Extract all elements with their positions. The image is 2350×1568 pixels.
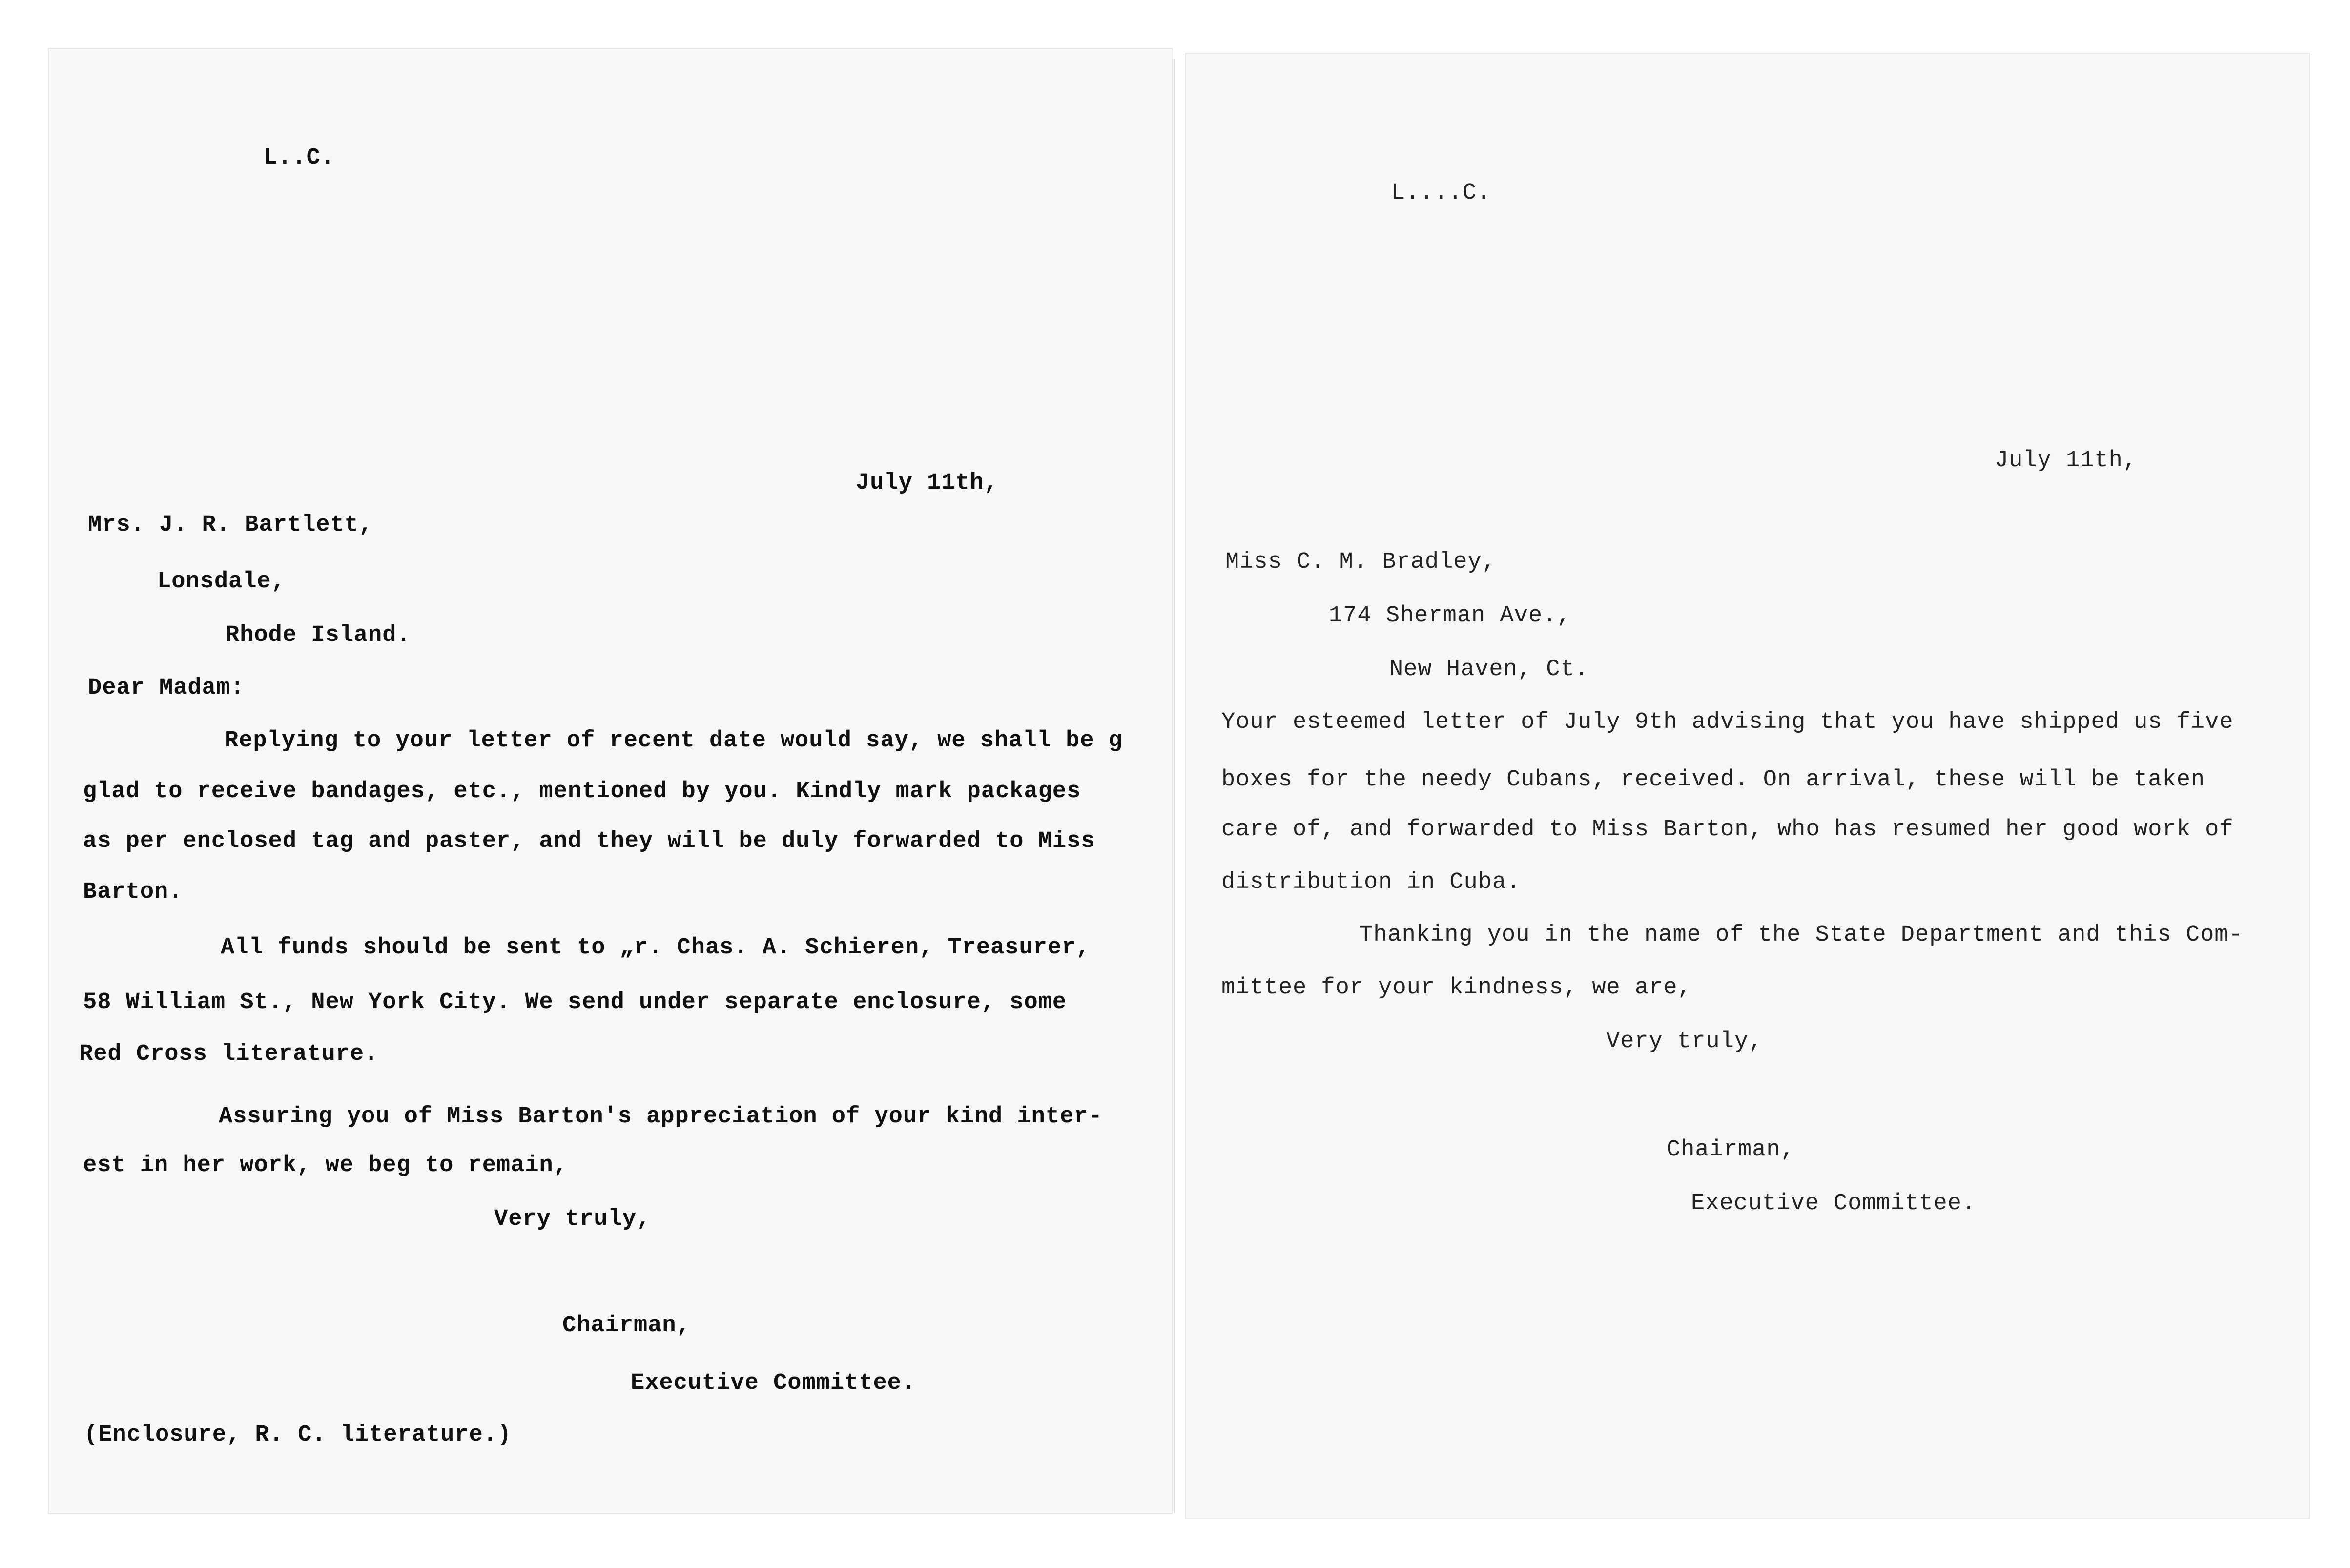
body-line: est in her work, we beg to remain,: [83, 1153, 568, 1178]
signature-committee: Executive Committee.: [631, 1370, 916, 1396]
letter-sheet-right: [1186, 54, 2309, 1518]
body-line: mittee for your kindness, we are,: [1221, 975, 1692, 1001]
closing: Very truly,: [1606, 1029, 1763, 1054]
letter-sheet-left: [49, 49, 1172, 1513]
body-line: Replying to your letter of recent date would say, we shall be g: [225, 728, 1123, 754]
recipient-street: 174 Sherman Ave.,: [1329, 603, 1571, 629]
recipient-name: Mrs. J. R. Bartlett,: [88, 512, 373, 538]
enclosure-note: (Enclosure, R. C. literature.): [84, 1422, 512, 1448]
signature-title: Chairman,: [1667, 1137, 1795, 1163]
body-line: Thanking you in the name of the State Department and this Com-: [1359, 922, 2243, 948]
closing: Very truly,: [494, 1206, 651, 1232]
body-line: as per enclosed tag and paster, and they will be duly forwarded to Miss: [83, 828, 1095, 854]
recipient-name: Miss C. M. Bradley,: [1225, 549, 1496, 575]
body-line: glad to receive bandages, etc., mentioned by you. Kindly mark packages: [83, 779, 1081, 805]
recipient-city: Lonsdale,: [157, 569, 286, 595]
body-line: Red Cross literature.: [79, 1041, 379, 1067]
body-line: 58 William St., New York City. We send under separate enclosure, some: [83, 990, 1067, 1015]
recipient-state: Rhode Island.: [226, 622, 411, 648]
body-line: Barton.: [83, 879, 183, 905]
body-line: Assuring you of Miss Barton's appreciation of your kind inter-: [219, 1104, 1103, 1130]
page-divider: [1174, 59, 1175, 1513]
recipient-city: New Haven, Ct.: [1389, 657, 1589, 682]
body-line: care of, and forwarded to Miss Barton, who has resumed her good work of: [1221, 817, 2234, 843]
header-initials: L..C.: [264, 145, 335, 171]
body-line: boxes for the needy Cubans, received. On arrival, these will be taken: [1221, 767, 2206, 793]
signature-title: Chairman,: [562, 1313, 691, 1339]
signature-committee: Executive Committee.: [1691, 1191, 1977, 1217]
body-line: Your esteemed letter of July 9th advising that you have shipped us five: [1221, 709, 2234, 735]
body-line: distribution in Cuba.: [1221, 869, 1521, 895]
letter-date: July 11th,: [856, 470, 999, 496]
salutation: Dear Madam:: [88, 675, 245, 701]
body-line: All funds should be sent to „r. Chas. A. Schieren, Treasurer,: [221, 935, 1091, 961]
letter-date: July 11th,: [1995, 448, 2138, 474]
header-initials: L....C.: [1391, 180, 1491, 206]
